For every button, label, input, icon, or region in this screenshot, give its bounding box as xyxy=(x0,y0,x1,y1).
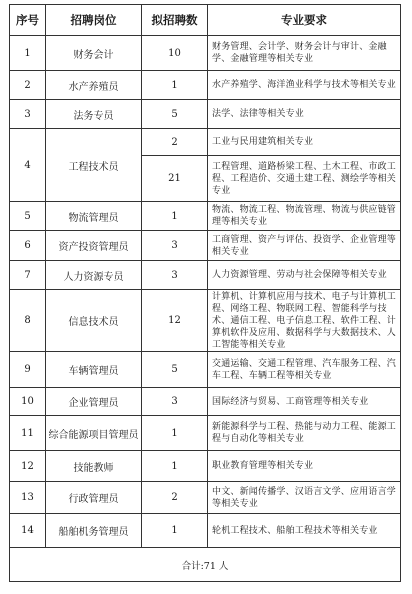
row-no: 6 xyxy=(10,231,46,261)
row-count: 21 xyxy=(142,156,208,202)
row-no: 10 xyxy=(10,388,46,416)
table-row xyxy=(10,100,401,129)
table-row xyxy=(10,482,401,514)
row-count: 12 xyxy=(142,290,208,352)
table-row xyxy=(10,514,401,548)
row-no: 1 xyxy=(10,36,46,71)
row-post: 行政管理员 xyxy=(46,482,142,514)
row-post: 综合能源项目管理员 xyxy=(46,416,142,451)
row-no: 12 xyxy=(10,451,46,482)
table-row xyxy=(10,290,401,352)
row-post: 财务会计 xyxy=(46,36,142,71)
row-post: 技能教师 xyxy=(46,451,142,482)
row-requirement: 轮机工程技术、船舶工程技术等相关专业 xyxy=(208,514,401,548)
total-count: 合计:71 人 xyxy=(10,548,401,582)
row-count: 1 xyxy=(142,202,208,231)
row-no: 5 xyxy=(10,202,46,231)
row-requirement: 工商管理、资产与评估、投资学、企业管理等相关专业 xyxy=(208,231,401,261)
row-requirement: 交通运输、交通工程管理、汽车服务工程、汽车工程、车辆工程等相关专业 xyxy=(208,352,401,388)
row-post: 企业管理员 xyxy=(46,388,142,416)
table-row xyxy=(10,129,401,156)
row-count: 10 xyxy=(142,36,208,71)
row-requirement: 新能源科学与工程、热能与动力工程、能源工程与自动化等相关专业 xyxy=(208,416,401,451)
table-row xyxy=(10,416,401,451)
row-count: 5 xyxy=(142,100,208,129)
row-post: 人力资源专员 xyxy=(46,261,142,290)
row-no: 7 xyxy=(10,261,46,290)
row-no: 13 xyxy=(10,482,46,514)
row-post: 法务专员 xyxy=(46,100,142,129)
row-requirement: 国际经济与贸易、工商管理等相关专业 xyxy=(208,388,401,416)
row-count: 3 xyxy=(142,261,208,290)
row-no: 3 xyxy=(10,100,46,129)
row-no: 2 xyxy=(10,71,46,100)
table-row xyxy=(10,36,401,71)
row-no: 4 xyxy=(10,129,46,202)
row-count: 1 xyxy=(142,416,208,451)
row-no: 11 xyxy=(10,416,46,451)
row-requirement: 财务管理、会计学、财务会计与审计、金融学、金融管理等相关专业 xyxy=(208,36,401,71)
row-post: 水产养殖员 xyxy=(46,71,142,100)
row-requirement: 物流、物流工程、物流管理、物流与供应链管理等相关专业 xyxy=(208,202,401,231)
table-row xyxy=(10,388,401,416)
row-requirement: 中文、新闻传播学、汉语言文学、应用语言学等相关专业 xyxy=(208,482,401,514)
row-no: 14 xyxy=(10,514,46,548)
header-count: 拟招聘数 xyxy=(142,5,208,36)
total-row xyxy=(10,548,401,582)
row-post: 资产投资管理员 xyxy=(46,231,142,261)
header-no: 序号 xyxy=(10,5,46,36)
recruitment-table xyxy=(9,4,401,582)
table-row xyxy=(10,352,401,388)
header-requirement: 专业要求 xyxy=(208,5,401,36)
row-post: 工程技术员 xyxy=(46,129,142,202)
row-requirement: 工业与民用建筑相关专业 xyxy=(208,129,401,156)
table-header-row xyxy=(10,5,401,36)
table-row xyxy=(10,202,401,231)
row-no: 8 xyxy=(10,290,46,352)
row-requirement: 法学、法律等相关专业 xyxy=(208,100,401,129)
row-count: 3 xyxy=(142,388,208,416)
row-count: 1 xyxy=(142,71,208,100)
row-no: 9 xyxy=(10,352,46,388)
row-count: 5 xyxy=(142,352,208,388)
row-count: 3 xyxy=(142,231,208,261)
row-count: 1 xyxy=(142,514,208,548)
row-requirement: 人力资源管理、劳动与社会保障等相关专业 xyxy=(208,261,401,290)
row-requirement: 水产养殖学、海洋渔业科学与技术等相关专业 xyxy=(208,71,401,100)
table-row xyxy=(10,451,401,482)
row-requirement: 工程管理、道路桥梁工程、土木工程、市政工程、工程造价、交通土建工程、测绘学等相关专业 xyxy=(208,156,401,202)
table-row xyxy=(10,261,401,290)
row-count: 2 xyxy=(142,482,208,514)
row-count: 1 xyxy=(142,451,208,482)
row-requirement: 职业教育管理等相关专业 xyxy=(208,451,401,482)
row-post: 信息技术员 xyxy=(46,290,142,352)
row-post: 船舶机务管理员 xyxy=(46,514,142,548)
row-requirement: 计算机、计算机应用与技术、电子与计算机工程、网络工程、物联网工程、智能科学与技术、通信工程、电子信息工程、软件工程、计算机软件及应用、数据科学与大数据技术、人工智能等相关专业 xyxy=(208,290,401,352)
table-row xyxy=(10,71,401,100)
table-row xyxy=(10,231,401,261)
row-count: 2 xyxy=(142,129,208,156)
row-post: 物流管理员 xyxy=(46,202,142,231)
header-post: 招聘岗位 xyxy=(46,5,142,36)
row-post: 车辆管理员 xyxy=(46,352,142,388)
